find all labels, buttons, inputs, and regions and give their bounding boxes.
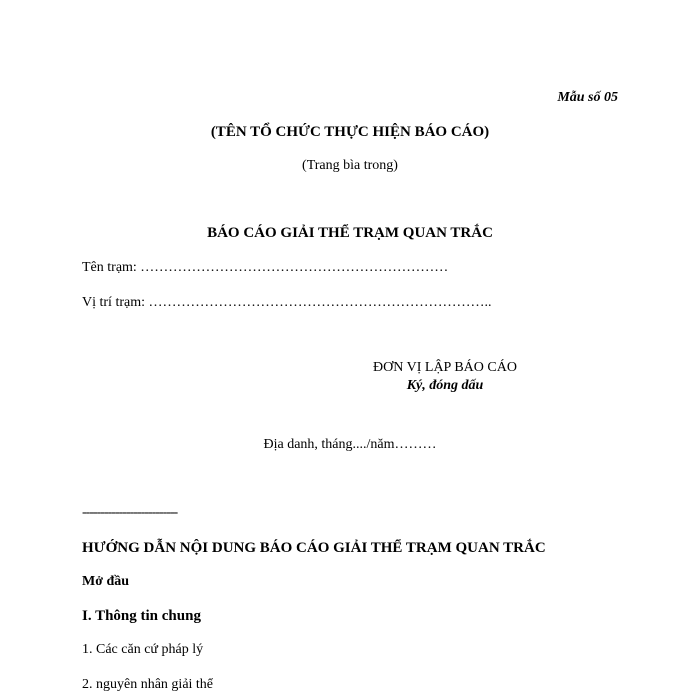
intro-heading: Mở đầu [82,574,130,589]
reporting-unit-label: ĐƠN VỊ LẬP BÁO CÁO [373,360,517,375]
station-location-field: Vị trí trạm: ……………………………………………………………….. [82,295,492,310]
section-1-heading: I. Thông tin chung [82,608,201,624]
item-legal-basis: 1. Các căn cứ pháp lý [82,642,204,657]
place-date-line: Địa danh, tháng..../năm……… [263,437,437,452]
signature-block [368,360,522,394]
station-name-field: Tên trạm: ………………………………………………………… [82,260,449,275]
form-number: Mẫu số 05 [557,90,618,105]
item-dissolution-reason: 2. nguyên nhân giải thể [82,677,214,692]
sign-stamp-note: Ký, đóng dấu [406,378,484,393]
guide-title: HƯỚNG DẪN NỘI DUNG BÁO CÁO GIẢI THỂ TRẠM QUAN TRẮC [82,540,546,556]
cover-note: (Trang bìa trong) [302,158,398,173]
section-divider: -------------------------- [82,505,178,520]
organization-title: (TÊN TỔ CHỨC THỰC HIỆN BÁO CÁO) [210,124,490,140]
report-title: BÁO CÁO GIẢI THỂ TRẠM QUAN TRẮC [207,225,493,241]
